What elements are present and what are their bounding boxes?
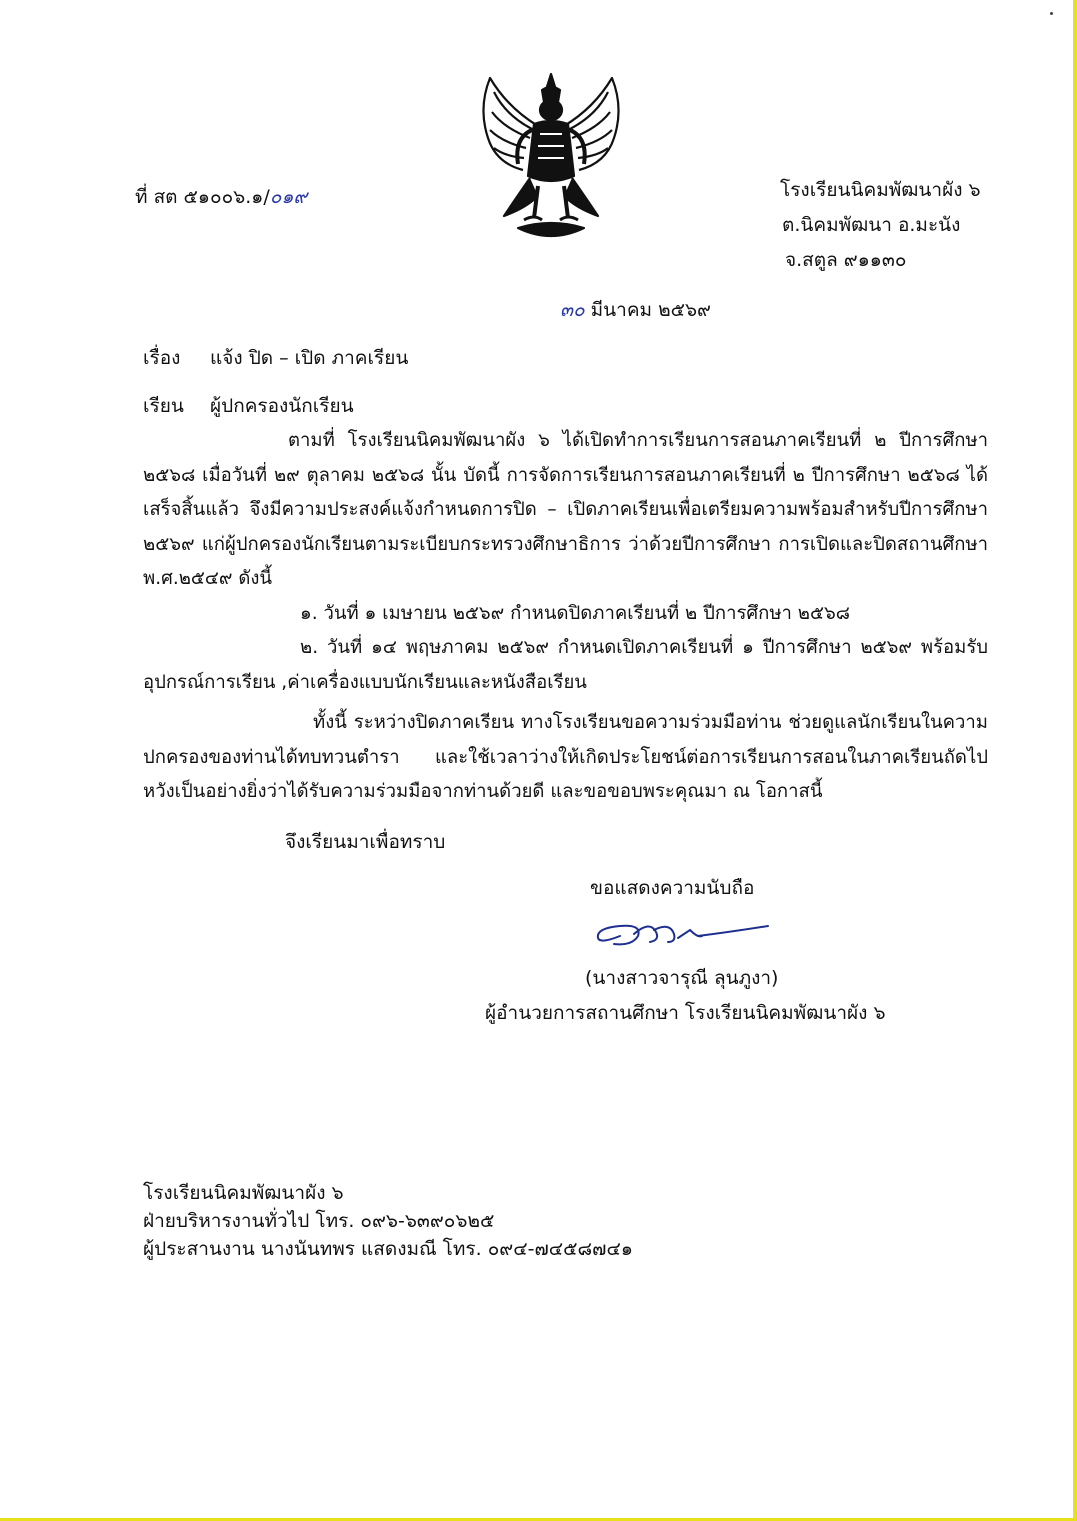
letter-date xyxy=(560,296,711,324)
school-address: ต.นิคมพัฒนา อ.มะนัง xyxy=(782,214,961,236)
footer-coordinator: ผู้ประสานงาน นางนันทพร แสดงมณี โทร. ๐๙๔-๗๔๕๘๗๔๑ xyxy=(143,1238,633,1260)
body-paragraph-1 xyxy=(143,424,988,597)
body-item-1 xyxy=(143,597,988,632)
subject-text: แจ้ง ปิด – เปิด ภาคเรียน xyxy=(210,347,409,369)
reference-handwritten: ๐๑๙ xyxy=(269,186,308,208)
recipient-label: เรียน xyxy=(143,395,184,417)
paragraph-1-text: ตามที่ โรงเรียนนิคมพัฒนาผัง ๖ ได้เปิดทำการเรียนการสอนภาคเรียนที่ ๒ ปีการศึกษา ๒๕๖๘ เมื่อวันที่ ๒๙ ตุลาคม ๒๕๖๘ นั้น บัดนี้ การจัดการเรียนการสอนภาคเรียนที่ ๒ ปีการศึกษา ๒๕๖๘ ได้เสร็จสิ้นแล้ว จึงมีความประสงค์แจ้งกำหนดการปิด – เปิดภาคเรียนเพื่อเตรียมความพร้อมสำหรับปีการศึกษา ๒๕๖๙ แก่ผู้ปกครองนักเรียนตามระเบียบกระทรวงศึกษาธิการ ว่าด้วยปีการศึกษา การเปิดและปิดสถานศึกษา พ.ศ.๒๕๔๙ ดังนี้ xyxy=(143,430,988,589)
reference-number xyxy=(135,183,307,211)
recipient-text: ผู้ปกครองนักเรียน xyxy=(210,395,354,417)
footer-school-name: โรงเรียนนิคมพัฒนาผัง ๖ xyxy=(143,1182,344,1204)
signer-position: ผู้อำนวยการสถานศึกษา โรงเรียนนิคมพัฒนาผัง ๖ xyxy=(485,1002,886,1024)
reference-prefix: ที่ สต ๕๑๐๐๖.๑/ xyxy=(135,186,270,208)
school-name: โรงเรียนนิคมพัฒนาผัง ๖ xyxy=(780,179,981,201)
paragraph-2-text: ทั้งนี้ ระหว่างปิดภาคเรียน ทางโรงเรียนขอความร่วมมือท่าน ช่วยดูแลนักเรียนในความปกครองของท่านได้ทบทวนตำรา และใช้เวลาว่างให้เกิดประโยชน์ต่อการเรียนการสอนในภาคเรียนถัดไป หวังเป็นอย่างยิ่งว่าได้รับความร่วมมือจากท่านด้วยดี และขอขอบพระคุณมา ณ โอกาสนี้ xyxy=(143,712,988,802)
item-1-text: ๑. วันที่ ๑ เมษายน ๒๕๖๙ กำหนดปิดภาคเรียนที่ ๒ ปีการศึกษา ๒๕๖๘ xyxy=(300,603,851,624)
handwritten-signature xyxy=(590,912,775,956)
date-day-handwritten: ๓๐ xyxy=(560,299,585,321)
item-2-text: ๒. วันที่ ๑๔ พฤษภาคม ๒๕๖๙ กำหนดเปิดภาคเรียนที่ ๑ ปีการศึกษา ๒๕๖๙ พร้อมรับ อุปกรณ์การเรียน ,ค่าเครื่องแบบนักเรียนและหนังสือเรียน xyxy=(143,637,988,693)
body-item-2 xyxy=(143,631,988,700)
garuda-emblem-icon xyxy=(468,68,634,246)
closing-line: จึงเรียนมาเพื่อทราบ xyxy=(285,831,446,853)
salutation: ขอแสดงความนับถือ xyxy=(590,877,755,899)
subject-label: เรื่อง xyxy=(143,347,181,369)
school-province: จ.สตูล ๙๑๑๓๐ xyxy=(785,249,907,271)
scan-speck xyxy=(1050,12,1053,15)
body-paragraph-2 xyxy=(143,706,988,810)
footer-admin-phone: ฝ่ายบริหารงานทั่วไป โทร. ๐๙๖-๖๓๙๐๖๒๕ xyxy=(143,1210,495,1232)
signer-name: (นางสาวจารุณี ลุนภูงา) xyxy=(585,967,779,989)
scan-edge-right xyxy=(1073,0,1077,1521)
date-month-year: มีนาคม ๒๕๖๙ xyxy=(584,299,711,321)
